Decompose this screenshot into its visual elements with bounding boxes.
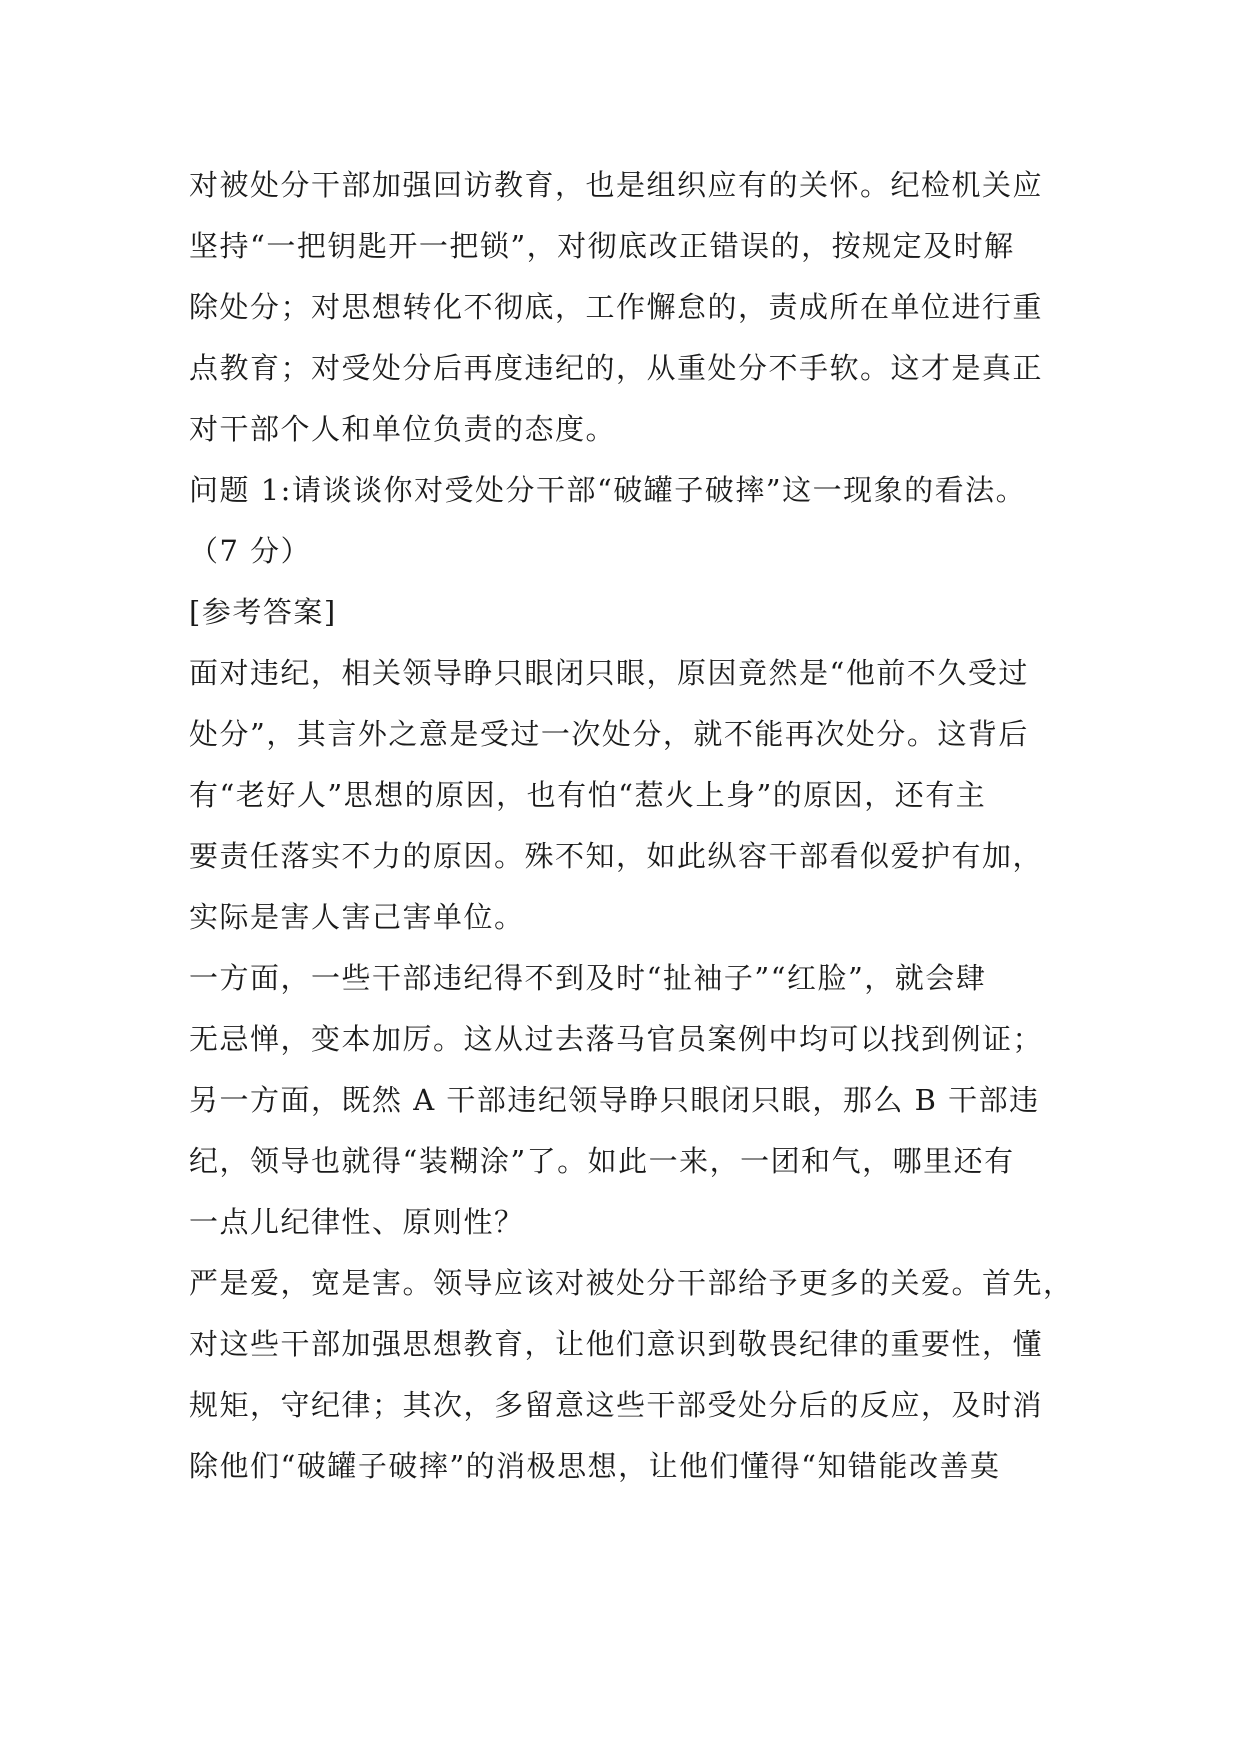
text-line: 一点儿纪律性、原则性？ bbox=[189, 1205, 525, 1239]
text-line: 坚持“一把钥匙开一把锁”，对彻底改正错误的，按规定及时解 bbox=[189, 229, 1015, 263]
text-line: 有“老好人”思想的原因，也有怕“惹火上身”的原因，还有主 bbox=[189, 778, 987, 812]
question-line: 问题 1:请谈谈你对受处分干部“破罐子破摔”这一现象的看法。 bbox=[189, 473, 1027, 507]
document-body bbox=[189, 155, 1074, 1497]
text-line: 规矩，守纪律；其次，多留意这些干部受处分后的反应，及时消 bbox=[189, 1388, 1044, 1422]
text-line: 对干部个人和单位负责的态度。 bbox=[189, 412, 617, 446]
text-line: 严是爱，宽是害。领导应该对被处分干部给予更多的关爱。首先， bbox=[189, 1266, 1074, 1300]
text-line: 处分”，其言外之意是受过一次处分，就不能再次处分。这背后 bbox=[189, 717, 1029, 751]
text-line: 实际是害人害己害单位。 bbox=[189, 900, 525, 934]
text-line: 对这些干部加强思想教育，让他们意识到敬畏纪律的重要性，懂 bbox=[189, 1327, 1044, 1361]
text-line: 对被处分干部加强回访教育，也是组织应有的关怀。纪检机关应 bbox=[189, 168, 1044, 202]
text-line: 除他们“破罐子破摔”的消极思想，让他们懂得“知错能改善莫 bbox=[189, 1449, 1001, 1483]
text-line: 点教育；对受处分后再度违纪的，从重处分不手软。这才是真正 bbox=[189, 351, 1044, 385]
text-line: 一方面，一些干部违纪得不到及时“扯袖子”“红脸”，就会肆 bbox=[189, 961, 987, 995]
question-score: （7 分） bbox=[189, 534, 312, 568]
text-line: 面对违纪，相关领导睁只眼闭只眼，原因竟然是“他前不久受过 bbox=[189, 656, 1029, 690]
text-line: 无忌惮，变本加厉。这从过去落马官员案例中均可以找到例证； bbox=[189, 1022, 1044, 1056]
text-line: 要责任落实不力的原因。殊不知，如此纵容干部看似爱护有加， bbox=[189, 839, 1044, 873]
answer-heading: [参考答案] bbox=[189, 595, 337, 629]
text-line: 除处分；对思想转化不彻底，工作懈怠的，责成所在单位进行重 bbox=[189, 290, 1044, 324]
text-line: 另一方面，既然 A 干部违纪领导睁只眼闭只眼，那么 B 干部违 bbox=[189, 1083, 1040, 1117]
text-line: 纪，领导也就得“装糊涂”了。如此一来，一团和气，哪里还有 bbox=[189, 1144, 1015, 1178]
